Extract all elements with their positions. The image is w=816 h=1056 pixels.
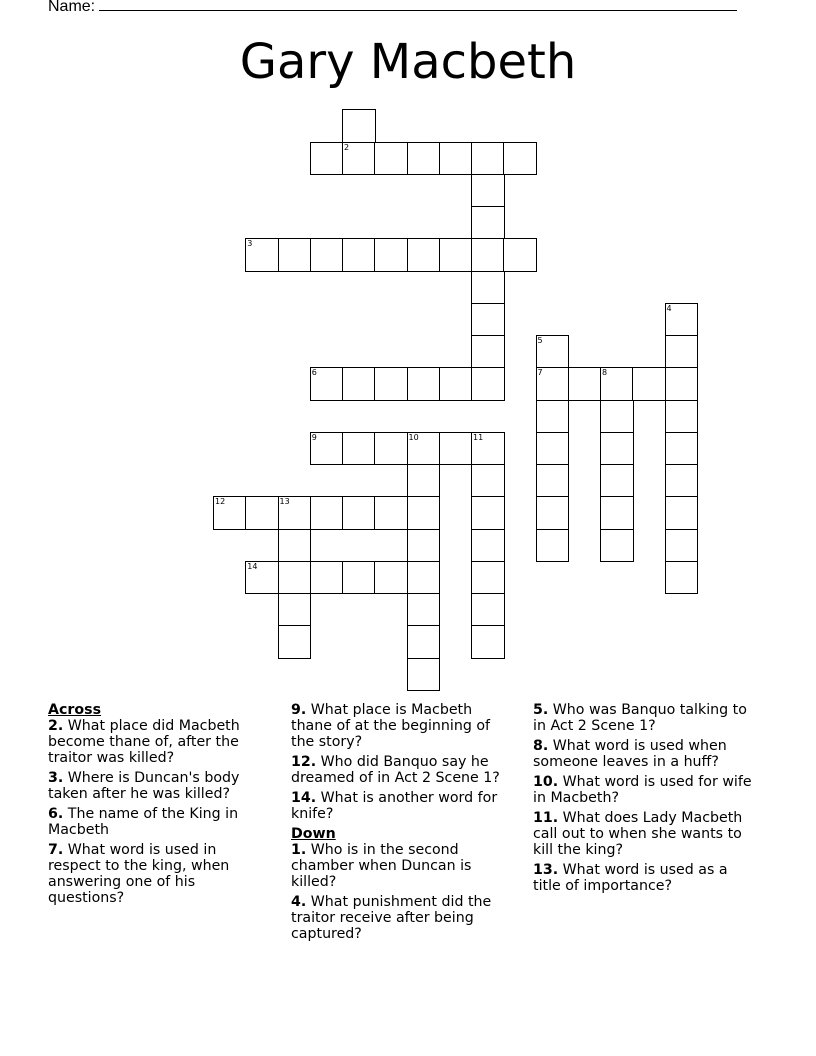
grid-cell[interactable] xyxy=(407,367,441,401)
clue-column-2 xyxy=(291,702,516,946)
name-label: Name: xyxy=(48,0,96,15)
grid-cell[interactable] xyxy=(536,432,570,466)
clue-label-number: 9. xyxy=(291,702,307,718)
grid-cell[interactable] xyxy=(665,561,699,595)
grid-cell[interactable] xyxy=(310,367,344,401)
grid-cell[interactable] xyxy=(439,238,473,272)
clue-label-number: 2. xyxy=(48,718,64,734)
grid-cell[interactable] xyxy=(278,625,312,659)
grid-cell[interactable] xyxy=(536,496,570,530)
clue-text: What place did Macbeth become thane of, after the traitor was killed? xyxy=(48,718,240,766)
grid-cell[interactable] xyxy=(600,496,634,530)
grid-cell[interactable] xyxy=(278,529,312,563)
across-heading: Across xyxy=(48,702,102,718)
clue-text: Who did Banquo say he dreamed of in Act 2 Scene 1? xyxy=(291,754,500,786)
down-clue xyxy=(533,774,758,806)
clue-label-number: 4. xyxy=(291,894,307,910)
grid-cell[interactable] xyxy=(471,561,505,595)
grid-cell[interactable] xyxy=(374,496,408,530)
name-blank[interactable] xyxy=(99,0,737,11)
clue-text: What does Lady Macbeth call out to when she wants to kill the king? xyxy=(533,810,743,858)
across-clue xyxy=(48,770,273,802)
clue-label-number: 7. xyxy=(48,842,64,858)
clue-column-1 xyxy=(48,702,273,910)
down-heading: Down xyxy=(291,826,336,842)
grid-cell[interactable] xyxy=(374,367,408,401)
grid-cell[interactable] xyxy=(407,529,441,563)
clue-text: What word is used as a title of importance? xyxy=(533,862,728,894)
grid-cell[interactable] xyxy=(665,400,699,434)
grid-cell[interactable] xyxy=(536,529,570,563)
grid-cell[interactable] xyxy=(665,496,699,530)
grid-cell[interactable] xyxy=(503,142,537,176)
clue-text: What word is used when someone leaves in a huff? xyxy=(533,738,727,770)
grid-cell[interactable] xyxy=(471,238,505,272)
grid-cell[interactable] xyxy=(600,400,634,434)
grid-cell[interactable] xyxy=(407,625,441,659)
grid-cell[interactable] xyxy=(471,496,505,530)
grid-cell[interactable] xyxy=(407,561,441,595)
across-clue xyxy=(48,718,273,766)
clue-text: What word is used in respect to the king, when answering one of his questions? xyxy=(48,842,230,906)
grid-cell[interactable] xyxy=(600,529,634,563)
grid-cell[interactable] xyxy=(665,464,699,498)
clue-number: 4 xyxy=(666,303,672,313)
across-clue xyxy=(291,754,516,786)
grid-cell[interactable] xyxy=(471,529,505,563)
grid-cell[interactable] xyxy=(342,238,376,272)
grid-cell[interactable] xyxy=(342,367,376,401)
grid-cell[interactable] xyxy=(471,625,505,659)
grid-cell[interactable] xyxy=(439,432,473,466)
grid-cell[interactable] xyxy=(245,561,279,595)
grid-cell[interactable] xyxy=(568,367,602,401)
grid-cell[interactable] xyxy=(471,303,505,337)
clue-label-number: 12. xyxy=(291,754,317,770)
name-line xyxy=(48,0,737,16)
clue-text: The name of the King in Macbeth xyxy=(48,806,239,838)
grid-cell[interactable] xyxy=(503,238,537,272)
grid-cell[interactable] xyxy=(310,561,344,595)
down-clue xyxy=(533,810,758,858)
down-clue xyxy=(533,862,758,894)
clue-text: What is another word for knife? xyxy=(291,790,498,822)
grid-cell[interactable] xyxy=(407,142,441,176)
clue-number: 10 xyxy=(408,432,419,442)
clue-column-3 xyxy=(533,702,758,898)
clue-label-number: 11. xyxy=(533,810,559,826)
grid-cell[interactable] xyxy=(471,174,505,208)
grid-cell[interactable] xyxy=(536,335,570,369)
clue-number: 11 xyxy=(473,432,484,442)
clue-number: 12 xyxy=(215,497,226,507)
grid-cell[interactable] xyxy=(310,432,344,466)
grid-cell[interactable] xyxy=(471,464,505,498)
grid-cell[interactable] xyxy=(665,529,699,563)
grid-cell[interactable] xyxy=(407,593,441,627)
grid-cell[interactable] xyxy=(342,561,376,595)
clue-number: 7 xyxy=(537,368,543,378)
clue-label-number: 5. xyxy=(533,702,549,718)
grid-cell[interactable] xyxy=(407,658,441,692)
grid-cell[interactable] xyxy=(536,400,570,434)
clue-text: What punishment did the traitor receive after being captured? xyxy=(291,894,492,942)
clue-label-number: 10. xyxy=(533,774,559,790)
grid-cell[interactable] xyxy=(278,561,312,595)
clue-text: Who is in the second chamber when Duncan is killed? xyxy=(291,842,472,890)
grid-cell[interactable] xyxy=(600,432,634,466)
grid-cell[interactable] xyxy=(310,496,344,530)
across-clue xyxy=(291,790,516,822)
across-clue-list-b xyxy=(291,702,516,822)
down-clue xyxy=(533,738,758,770)
grid-cell[interactable] xyxy=(471,206,505,240)
down-clue-list-b xyxy=(533,702,758,894)
down-clue xyxy=(291,842,516,890)
down-clue xyxy=(533,702,758,734)
grid-cell[interactable] xyxy=(600,464,634,498)
clue-label-number: 8. xyxy=(533,738,549,754)
clue-number: 5 xyxy=(537,336,543,345)
clue-text: What place is Macbeth thane of at the beginning of the story? xyxy=(291,702,491,750)
grid-cell[interactable] xyxy=(342,142,376,176)
across-clue xyxy=(48,806,273,838)
grid-cell[interactable] xyxy=(374,238,408,272)
grid-cell[interactable] xyxy=(471,335,505,369)
grid-cell[interactable] xyxy=(278,593,312,627)
clue-number: 2 xyxy=(344,142,350,152)
grid-cell[interactable] xyxy=(439,367,473,401)
grid-cell[interactable] xyxy=(471,593,505,627)
page-title: Gary Macbeth xyxy=(239,34,577,90)
grid-cell[interactable] xyxy=(632,367,666,401)
clue-text: Where is Duncan's body taken after he was killed? xyxy=(48,770,240,802)
clue-text: Who was Banquo talking to in Act 2 Scene 1? xyxy=(533,702,747,734)
grid-cell[interactable] xyxy=(310,142,344,176)
across-clue-list-a xyxy=(48,718,273,906)
clue-label-number: 3. xyxy=(48,770,64,786)
grid-cell[interactable] xyxy=(536,464,570,498)
grid-cell[interactable] xyxy=(213,496,247,530)
clue-number: 6 xyxy=(311,368,317,378)
across-clue xyxy=(48,842,273,906)
grid-cell[interactable] xyxy=(278,238,312,272)
grid-cell[interactable] xyxy=(471,271,505,305)
clue-label-number: 1. xyxy=(291,842,307,858)
grid-cell[interactable] xyxy=(374,142,408,176)
grid-cell[interactable] xyxy=(665,367,699,401)
clue-number: 8 xyxy=(602,368,608,378)
grid-cell[interactable] xyxy=(536,367,570,401)
clue-number: 9 xyxy=(311,432,317,442)
grid-cell[interactable] xyxy=(278,496,312,530)
grid-cell[interactable] xyxy=(439,142,473,176)
grid-cell[interactable] xyxy=(407,464,441,498)
clue-number: 3 xyxy=(247,239,253,249)
clue-number: 13 xyxy=(279,497,290,507)
clue-label-number: 14. xyxy=(291,790,317,806)
grid-cell[interactable] xyxy=(310,238,344,272)
grid-cell[interactable] xyxy=(407,496,441,530)
grid-cell[interactable] xyxy=(342,432,376,466)
grid-cell[interactable] xyxy=(471,367,505,401)
down-clue xyxy=(291,894,516,942)
clue-label-number: 6. xyxy=(48,806,64,822)
grid-cell[interactable] xyxy=(374,561,408,595)
grid-cell[interactable] xyxy=(665,303,699,337)
grid-cell[interactable] xyxy=(245,496,279,530)
grid-cell[interactable] xyxy=(407,238,441,272)
grid-cell[interactable] xyxy=(471,432,505,466)
grid-cell[interactable] xyxy=(407,432,441,466)
grid-cell[interactable] xyxy=(600,367,634,401)
clue-label-number: 13. xyxy=(533,862,559,878)
clue-number: 14 xyxy=(247,561,258,571)
across-clue xyxy=(291,702,516,750)
down-clue-list-a xyxy=(291,842,516,942)
grid-cell[interactable] xyxy=(245,238,279,272)
grid-cell[interactable] xyxy=(471,142,505,176)
grid-cell[interactable] xyxy=(342,496,376,530)
grid-cell[interactable] xyxy=(665,335,699,369)
grid-cell[interactable] xyxy=(342,109,376,143)
grid-cell[interactable] xyxy=(665,432,699,466)
clue-text: What word is used for wife in Macbeth? xyxy=(533,774,752,806)
grid-cell[interactable] xyxy=(374,432,408,466)
